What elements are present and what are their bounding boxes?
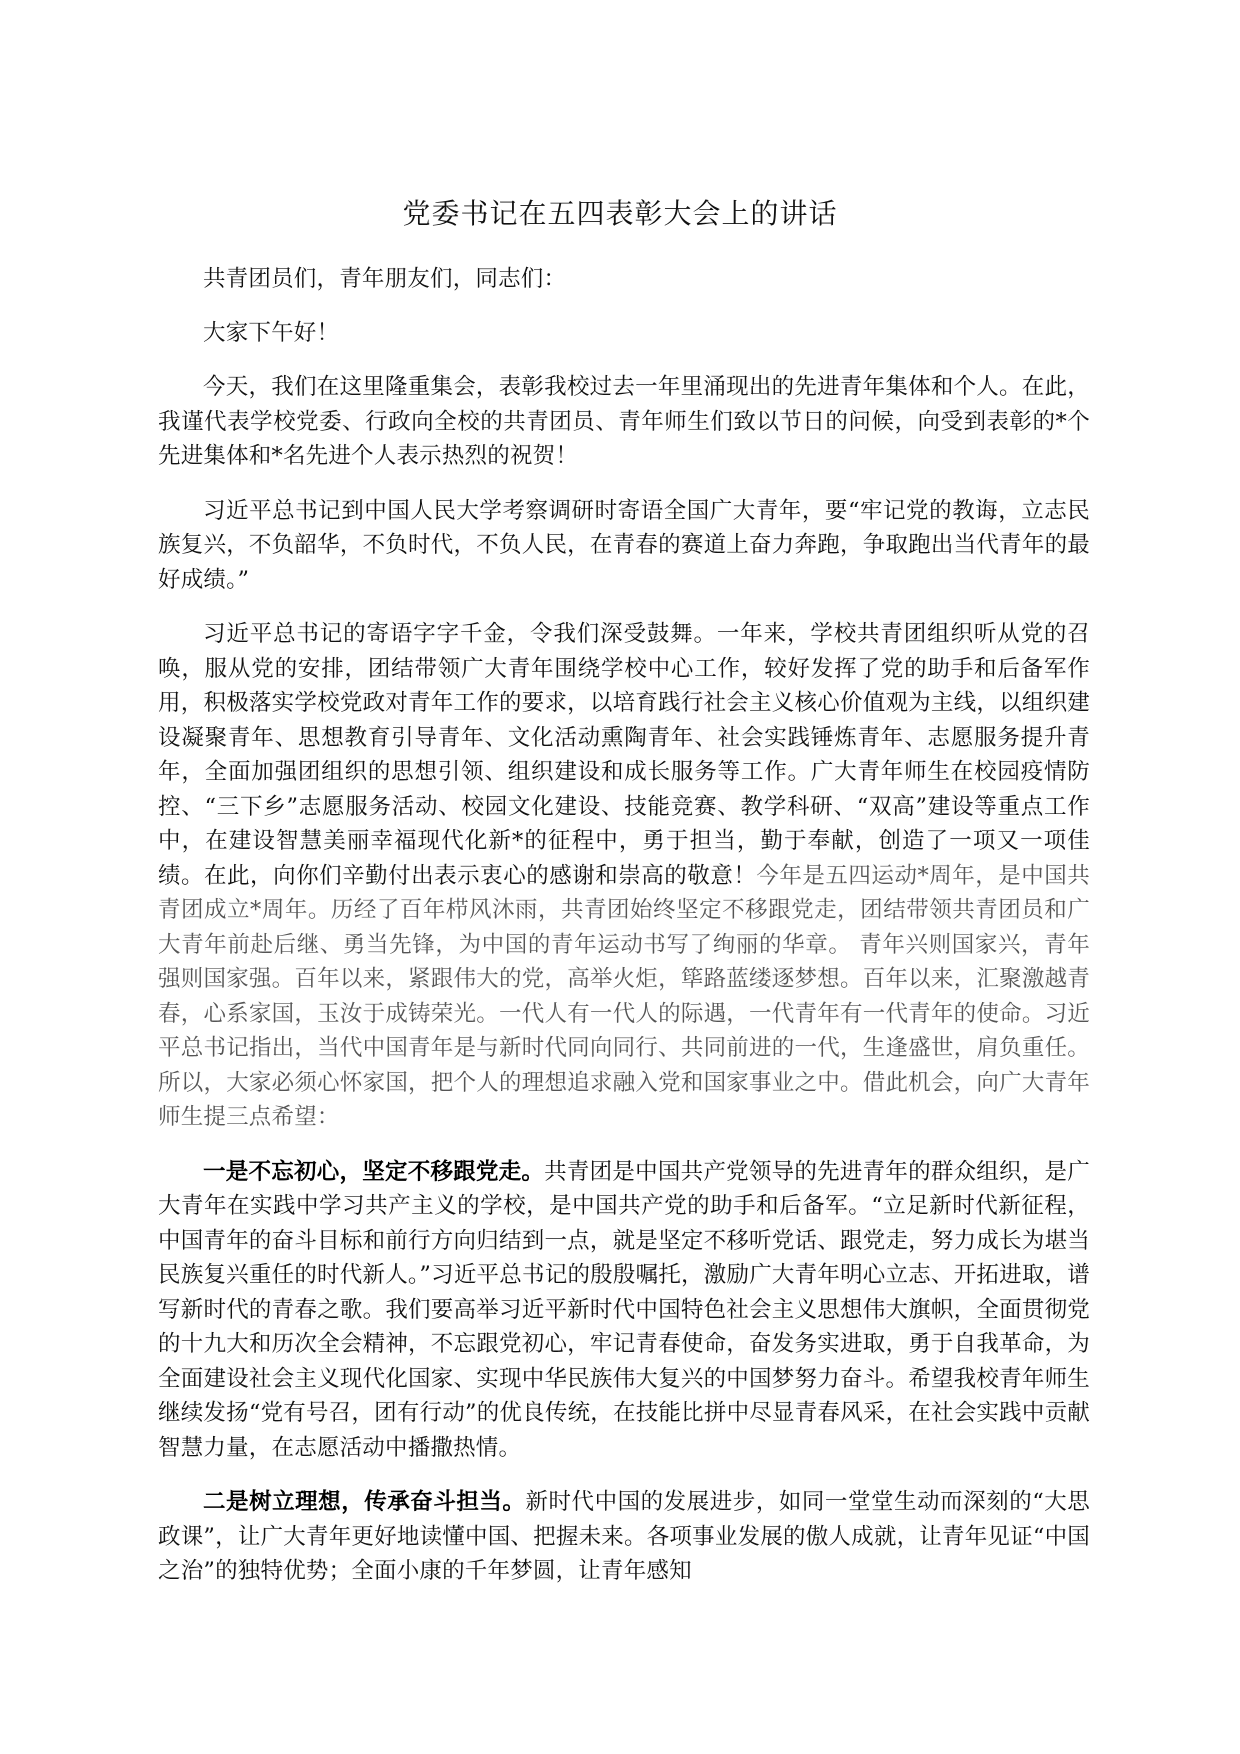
salutation: 共青团员们，青年朋友们，同志们： (203, 266, 567, 292)
paragraph-quote: 习近平总书记到中国人民大学考察调研时寄语全国广大青年，要“牢记党的教诲，立志民族复兴，不负韶华，不负时代，不负人民，在青春的赛道上奋力奔跑，争取跑出当代青年的最好成绩。” (158, 497, 1090, 593)
paragraph-opening: 今天，我们在这里隆重集会，表彰我校过去一年里涌现出的先进青年集体和个人。在此，我谨代表学校党委、行政向全校的共青团员、青年师生们致以节日的问候，向受到表彰的*个先进集体和*名先进个人表示热烈的祝贺！ (158, 374, 1090, 469)
paragraph-hope-two (158, 1485, 1090, 1589)
paragraph-achievements (158, 617, 1090, 1135)
hope-one-text: 共青团是中国共产党领导的先进青年的群众组织，是广大青年在实践中学习共产主义的学校，是中国共产党的助手和后备军。“立足新时代新征程，中国青年的奋斗目标和前行方向归结到一点，就是坚定不移听党话、跟党走，努力成长为堪当民族复兴重任的时代新人。”习近平总书记的殷殷嘱托，激励广大青年明心立志、开拓进取，谱写新时代的青春之歌。我们要高举习近平新时代中国特色社会主义思想伟大旗帜，全面贯彻党的十九大和历次全会精神，不忘跟党初心，牢记青春使命，奋发务实进取，勇于自我革命，为全面建设社会主义现代化国家、实现中华民族伟大复兴的中国梦努力奋斗。希望我校青年师生继续发扬“党有号召，团有行动”的优良传统，在技能比拼中尽显青春风采，在社会实践中贡献智慧力量，在志愿活动中播撒热情。 (158, 1158, 1090, 1461)
hope-two-text: 新时代中国的发展进步，如同一堂堂生动而深刻的“大思政课”，让广大青年更好地读懂中国、把握未来。各项事业发展的傲人成就，让青年见证“中国之治”的独特优势；全面小康的千年梦圆，让青年感知 (158, 1489, 1090, 1584)
greeting: 大家下午好！ (203, 319, 340, 346)
paragraph-anniversary-text: 今年是五四运动*周年，是中国共青团成立*周年。历经了百年栉风沐雨，共青团始终坚定不移跟党走，团结带领共青团员和广大青年前赴后继、勇当先锋，为中国的青年运动书写了绚丽的华章。 青年兴则国家兴，青年强则国家强。百年以来，紧跟伟大的党，高举火炬，筚路蓝缕逐梦想。百年以来，汇聚激越青春，心系家国，玉汝于成铸荣光。一代人有一代人的际遇，一代青年有一代青年的使命。习近平总书记指出，当代中国青年是与新时代同向同行、共同前进的一代，生逢盛世，肩负重任。所以，大家必须心怀家国，把个人的理想追求融入党和国家事业之中。借此机会，向广大青年师生提三点希望： (158, 862, 1090, 1130)
hope-one-heading: 一是不忘初心，坚定不移跟党走。 (203, 1158, 545, 1185)
page-title: 党委书记在五四表彰大会上的讲话 (402, 197, 838, 230)
paragraph-achievements-text: 习近平总书记的寄语字字千金，令我们深受鼓舞。一年来，学校共青团组织听从党的召唤，服从党的安排，团结带领广大青年围绕学校中心工作，较好发挥了党的助手和后备军作用，积极落实学校党政对青年工作的要求，以培育践行社会主义核心价值观为主线，以组织建设凝聚青年、思想教育引导青年、文化活动熏陶青年、社会实践锤炼青年、志愿服务提升青年，全面加强团组织的思想引领、组织建设和成长服务等工作。广大青年师生在校园疫情防控、“三下乡”志愿服务活动、校园文化建设、技能竞赛、教学科研、“双高”建设等重点工作中，在建设智慧美丽幸福现代化新*的征程中，勇于担当，勤于奉献，创造了一项又一项佳绩。在此，向你们辛勤付出表示衷心的感谢和崇高的敬意！ (158, 621, 1090, 889)
paragraph-hope-one (158, 1155, 1090, 1466)
speech-body (158, 262, 1090, 1589)
hope-two-heading: 二是树立理想，传承奋斗担当。 (203, 1489, 526, 1515)
